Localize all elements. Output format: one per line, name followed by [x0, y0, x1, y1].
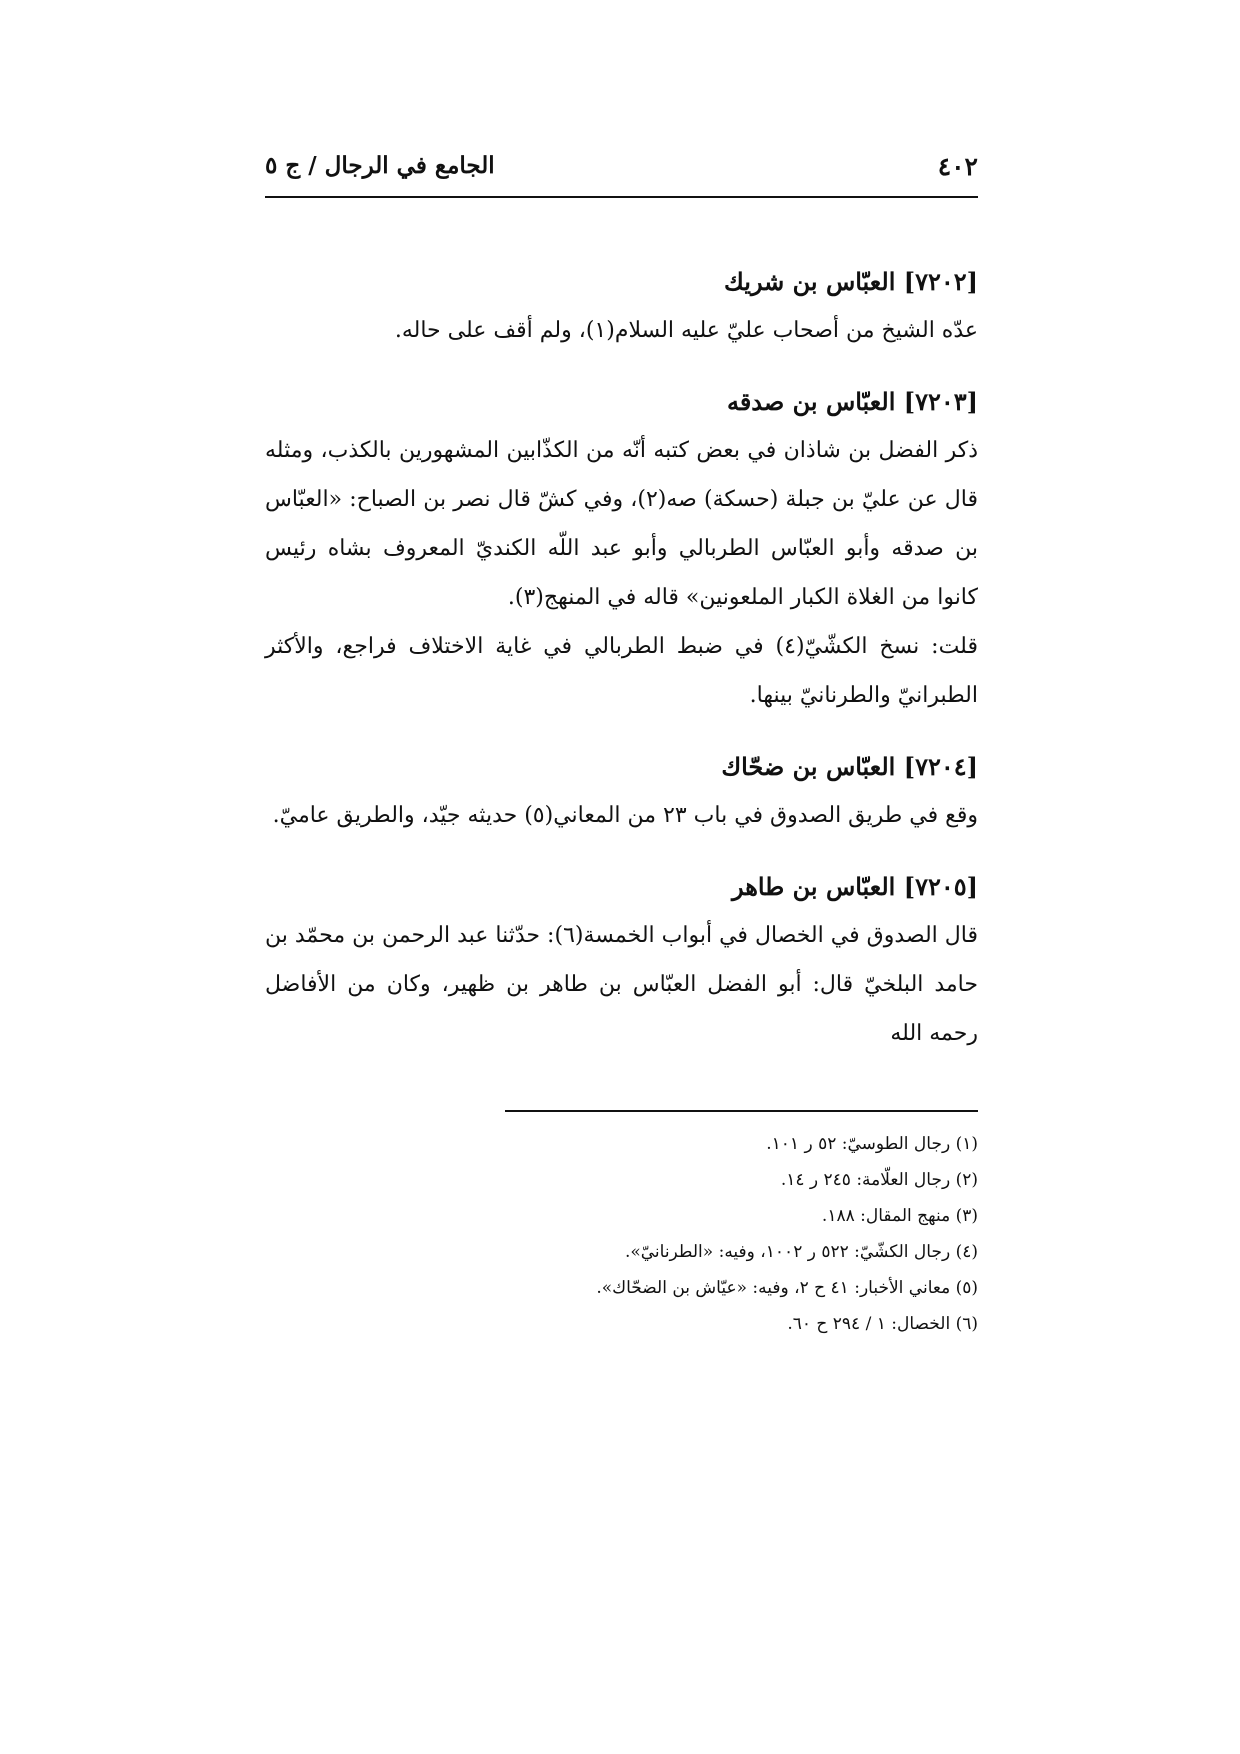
- entry-heading: [265, 382, 978, 422]
- entry-heading: [265, 262, 978, 302]
- entry-number: [٧٢٠٢]: [903, 267, 978, 296]
- entry-number: [٧٢٠٣]: [903, 387, 978, 416]
- entry-paragraph: قلت: نسخ الكشّيّ(٤) في ضبط الطربالي في غاية الاختلاف فراجع، والأكثر الطبرانيّ والطرنانيّ بينها.: [265, 634, 978, 708]
- footnote-2: (٢) رجال العلّامة: ٢٤٥ ر ١٤.: [780, 1170, 978, 1190]
- main-text: [265, 262, 978, 1085]
- entry-name: العبّاس بن ضحّاك: [721, 752, 896, 781]
- footnote-4: (٤) رجال الكشّيّ: ٥٢٢ ر ١٠٠٢، وفيه: «الطرنانيّ».: [624, 1242, 978, 1262]
- footnote-6: (٦) الخصال: ١ / ٢٩٤ ح ٦٠.: [787, 1314, 978, 1334]
- entry-paragraph: وقع في طريق الصدوق في باب ٢٣ من المعاني(٥) حديثه جيّد، والطريق عاميّ.: [272, 803, 978, 828]
- entry-7205: [265, 867, 978, 1058]
- entry-name: العبّاس بن طاهر: [731, 872, 896, 901]
- footnotes: [505, 1126, 978, 1342]
- footnote-1: (١) رجال الطوسيّ: ٥٢ ر ١٠١.: [766, 1134, 978, 1154]
- entry-name: العبّاس بن صدقه: [726, 387, 896, 416]
- page-header: [265, 152, 978, 196]
- footnote-3: (٣) منهج المقال: ١٨٨.: [821, 1206, 978, 1226]
- page-number: ٤٠٢: [937, 152, 978, 181]
- entry-number: [٧٢٠٤]: [903, 752, 978, 781]
- entry-heading: [265, 867, 978, 907]
- entry-paragraph: ذكر الفضل بن شاذان في بعض كتبه أنّه من الكذّابين المشهورين بالكذب، ومثله قال عن عليّ بن جبلة (حسكة) صه(٢)، وفي كشّ قال نصر بن الصباح: «العبّاس بن صدقه وأبو العبّاس الطربالي وأبو عبد اللّه الكنديّ المعروف بشاه رئيس كانوا من الغلاة الكبار الملعونين» قاله في المنهج(٣).: [265, 438, 978, 610]
- header-rule: [265, 196, 978, 198]
- entry-heading: [265, 747, 978, 787]
- entry-paragraph: عدّه الشيخ من أصحاب عليّ عليه السلام(١)، ولم أقف على حاله.: [394, 318, 978, 343]
- entry-7204: [265, 747, 978, 840]
- entry-7203: [265, 382, 978, 720]
- entry-number: [٧٢٠٥]: [903, 872, 978, 901]
- footnote-rule: [505, 1110, 978, 1112]
- entry-7202: [265, 262, 978, 355]
- entry-name: العبّاس بن شريك: [724, 267, 896, 296]
- entry-paragraph: قال الصدوق في الخصال في أبواب الخمسة(٦): حدّثنا عبد الرحمن بن محمّد بن حامد البلخيّ قال: أبو الفضل العبّاس بن طاهر بن ظهير، وكان من الأفاضل رحمه الله: [265, 923, 978, 1046]
- running-title: الجامع في الرجال / ج ٥: [265, 152, 495, 179]
- footnote-5: (٥) معاني الأخبار: ٤١ ح ٢، وفيه: «عيّاش بن الضحّاك».: [596, 1278, 978, 1298]
